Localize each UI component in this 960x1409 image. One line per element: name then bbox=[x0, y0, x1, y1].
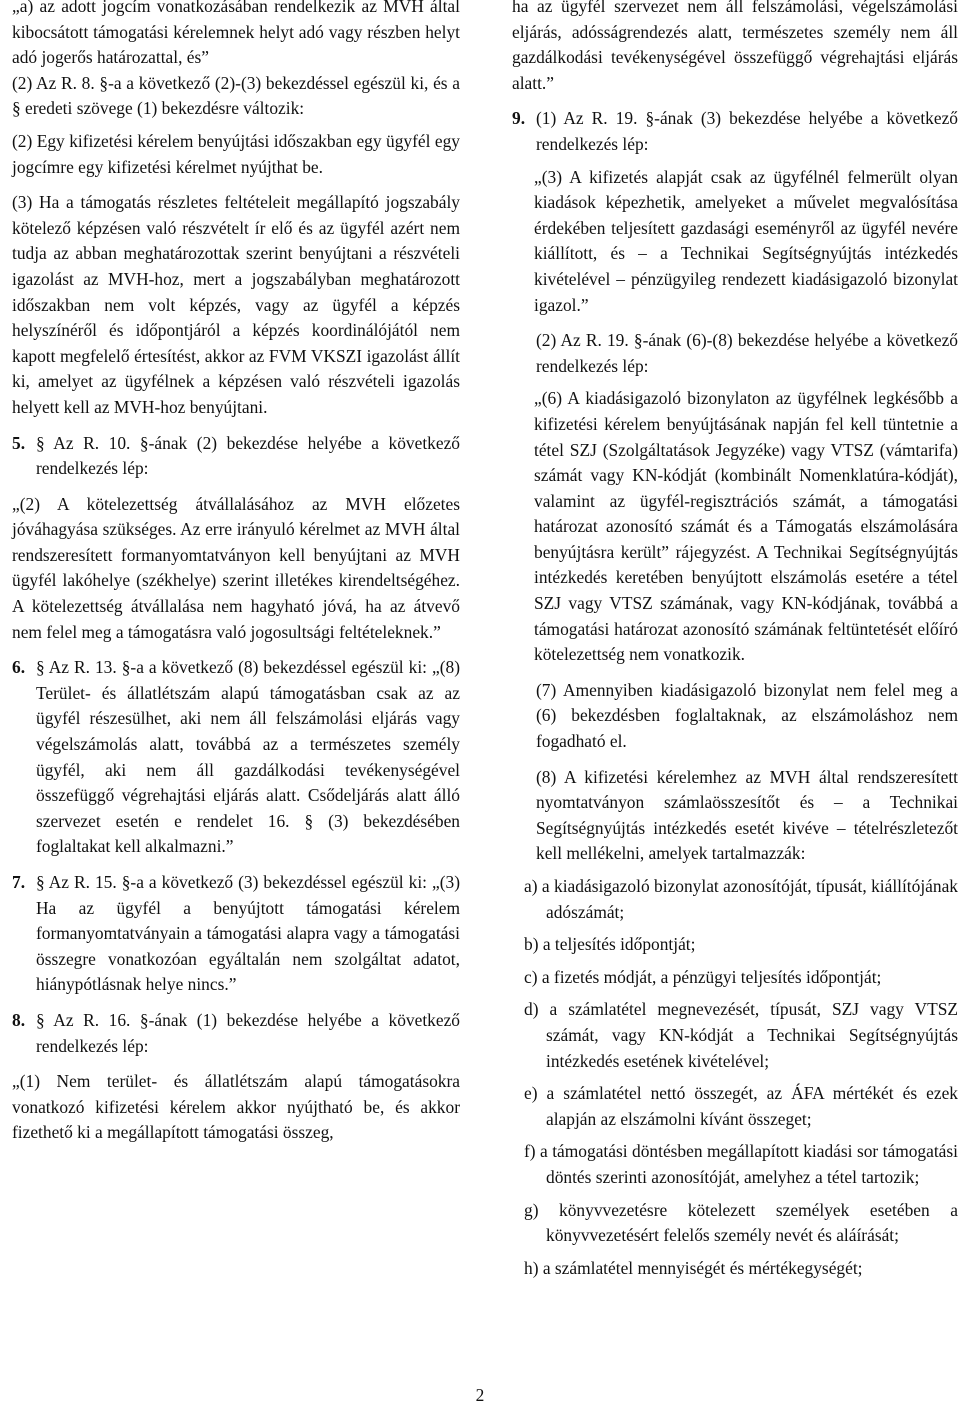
page-number: 2 bbox=[475, 1385, 485, 1405]
paragraph-text: (1) Az R. 19. §-ának (3) bekezdése helyébe a következő rendelkezés lép: bbox=[536, 108, 958, 154]
paragraph: ha az ügyfél szervezet nem áll felszámolási, végelszámolási eljárás, adósságrendezés alatt, természetes személy nem áll gazdálkodási tevékenységével összefüggő végrehajtási eljárás alatt.” bbox=[512, 0, 958, 93]
paragraph: d) a számlatétel megnevezését, típusát, SZJ vagy VTSZ számát, vagy KN-kódját a Technikai Segítségnyújtás intézkedés esetének kivételével; bbox=[524, 999, 958, 1071]
paragraph-text: § Az R. 15. §-a a következő (3) bekezdéssel egészül ki: „(3) Ha az ügyfél a benyújtott támogatási kérelem formanyomtatványain a támogatási alapra vagy a támogatási összegre vonatkozóan egyáltalán nem szolgáltat adatot, hiánypótlásnak helye nincs.” bbox=[36, 872, 460, 995]
section-number: 6. bbox=[12, 657, 26, 678]
paragraph: b) a teljesítés időpontját; bbox=[524, 934, 696, 955]
section-number: 5. bbox=[12, 432, 26, 453]
right-column bbox=[512, 0, 958, 1281]
paragraph: (8) A kifizetési kérelemhez az MVH által rendszeresített nyomtatványon számlaösszesítőt és – a Technikai Segítségnyújtás intézkedés esetét kivéve – tételrészletezőt kell mellékelni, amelyek tartalmazzák: bbox=[536, 766, 958, 864]
paragraph: g) könyvvezetésre kötelezett személyek esetében a könyvvezetésért felelős személy nevét és aláírását; bbox=[524, 1199, 958, 1246]
paragraph: (2) Az R. 19. §-ának (6)-(8) bekezdése helyébe a következő rendelkezés lép: bbox=[536, 330, 958, 376]
paragraph bbox=[12, 870, 460, 998]
section-number: 8. bbox=[12, 1009, 26, 1030]
paragraph bbox=[512, 106, 958, 157]
paragraph-text: § Az R. 10. §-ának (2) bekezdése helyébe a következő rendelkezés lép: bbox=[36, 432, 460, 479]
paragraph: „(2) A kötelezettség átvállalásához az MVH előzetes jóváhagyása szükséges. Az erre irányuló kérelmet az MVH által rendszeresített formanyomtatványon kell benyújtani az MVH ügyfél lakóhelye (székhelye) szerint illetékes kirendeltségéhez. A kötelezettség átvállalása nem hagyható jóvá, ha az átvevő nem felel meg a támogatásra való jogosultsági feltételeknek.” bbox=[12, 493, 460, 642]
paragraph-text: § Az R. 16. §-ának (1) bekezdése helyébe a következő rendelkezés lép: bbox=[36, 1009, 460, 1056]
paragraph: „(6) A kiadásigazoló bizonylaton az ügyfélnek legkésőbb a kifizetési kérelem benyújtásának napján fel kell tüntetnie a tétel SZJ (Szolgáltatások Jegyzéke) vagy VTSZ (vámtarifa) számát vagy KN-kódját (kombinált Nomenklatúra-kódját), valamint az ügyfél-regisztrációs számát, a támogatási határozat azonosító számát és a Támogatás elszámolására benyújtásra került” rájegyzést. A Technikai Segítségnyújtás intézkedés keretében benyújtott elszámolás esetére a tétel SZJ vagy VTSZ számának, vagy KN-kódjának, továbbá a támogatási határozat azonosító számának feltüntetését előíró kötelezettség nem vonatkozik. bbox=[534, 388, 958, 665]
section-number: 9. bbox=[512, 108, 526, 129]
left-column bbox=[12, 0, 460, 1146]
paragraph: e) a számlatétel nettó összegét, az ÁFA mértékét és ezek alapján az elszámolni kívánt összeget; bbox=[524, 1083, 958, 1129]
paragraph-text: § Az R. 13. §-a a következő (8) bekezdéssel egészül ki: „(8) Terület- és állatlétszám alapú támogatásban csak az az ügyfél részesülhet, aki nem áll felszámolási eljárás vagy végelszámolás alatt, továbbá az a természetes személy ügyfél, aki nem áll gazdálkodási tevékenységével összefüggő végrehajtási eljárás alatt. Csődeljárás alatt álló szervezet esetén e rendelet 16. § (3) bekezdésében foglaltakat kell alkalmazni.” bbox=[36, 657, 460, 857]
paragraph: (3) Ha a támogatás részletes feltételeit megállapító jogszabály kötelező képzésen való részvételt ír elő és az ügyfél azért nem tudja az abban meghatározottak szerint benyújtani a részvételi igazolást az MVH-hoz, mert a jogszabályban meghatározott időszakban nem volt képzés, vagy az ügyfél a képzés helyszínéről és időpontjáról a képzés koordinálójától nem kapott megfelelő értesítést, akkor az FVM VKSZI igazolást állít ki, amelyet az ügyfélnek a képzésen való részvételi igazolás helyett kell az MVH-hoz benyújtani. bbox=[12, 192, 460, 417]
paragraph bbox=[12, 655, 460, 860]
paragraph bbox=[12, 431, 460, 482]
paragraph: „a) az adott jogcím vonatkozásában rendelkezik az MVH által kibocsátott támogatási kérelemnek helyt adó vagy részben helyt adó jogerős határozattal, és” bbox=[12, 0, 460, 68]
section-number: 7. bbox=[12, 872, 26, 892]
paragraph: (7) Amennyiben kiadásigazoló bizonylat nem felel meg a (6) bekezdésben foglaltaknak, az elszámoláshoz nem fogadható el. bbox=[536, 679, 958, 752]
paragraph bbox=[12, 1008, 460, 1059]
paragraph: (2) Az R. 8. §-a a következő (2)-(3) bekezdéssel egészül ki, és a § eredeti szövege (1) bekezdésre változik: bbox=[12, 72, 460, 119]
paragraph: f) a támogatási döntésben megállapított kiadási sor támogatási döntés szerinti azonosítóját, amelyhez a tétel tartozik; bbox=[524, 1141, 958, 1187]
paragraph: „(1) Nem terület- és állatlétszám alapú támogatásokra vonatkozó kifizetési kérelem akkor nyújtható be, és akkor fizethető ki a megállapított támogatási összeg, bbox=[12, 1071, 460, 1143]
paragraph: h) a számlatétel mennyiségét és mértékegységét; bbox=[524, 1257, 863, 1278]
paragraph: (2) Egy kifizetési kérelem benyújtási időszakban egy ügyfél egy jogcímre egy kifizetési kérelmet nyújthat be. bbox=[12, 130, 460, 177]
paragraph: c) a fizetés módját, a pénzügyi teljesítés időpontját; bbox=[524, 966, 882, 987]
paragraph: a) a kiadásigazoló bizonylat azonosítóját, típusát, kiállítójának adószámát; bbox=[524, 876, 958, 922]
paragraph: „(3) A kifizetés alapját csak az ügyfélnél felmerült olyan kiadások képezhetik, amelyeket a művelet megvalósítása érdekében teljesített gazdasági eseményről az ügyfél nevére kiállított, és – a Technikai Segítségnyújtás intézkedés kivételével – pénzügyileg rendezett kiadásigazoló bizonylat igazol.” bbox=[534, 166, 958, 315]
